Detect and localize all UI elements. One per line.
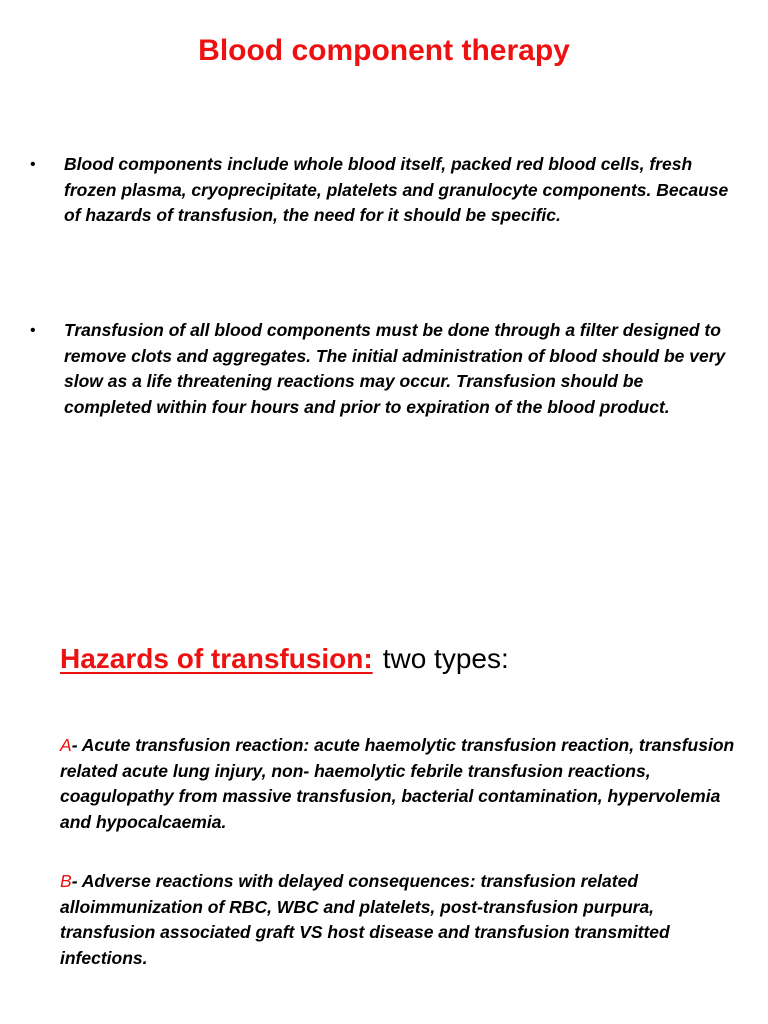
hazard-type-text: - Adverse reactions with delayed consequences: transfusion related alloimmunization of RBC, WBC and platelets, post-transfusion purpura, transfusion associated graft VS host disease and transfusion transmitted infections. xyxy=(60,871,670,968)
hazard-type-b xyxy=(60,869,740,971)
hazards-heading-line xyxy=(60,643,740,675)
bullet-marker: • xyxy=(30,156,36,173)
hazard-type-a xyxy=(60,733,740,835)
bullet-text: Transfusion of all blood components must be done through a filter designed to remove clots and aggregates. The initial administration of blood should be very slow as a life threatening reactions may occur. Transfusion should be completed within four hours and prior to expiration of the blood product. xyxy=(64,320,726,417)
hazards-heading: Hazards of transfusion: xyxy=(60,643,373,674)
bullet-marker: • xyxy=(30,322,36,339)
hazards-subheading: two types: xyxy=(382,643,509,674)
page-title: Blood component therapy xyxy=(198,34,570,67)
hazard-type-text: - Acute transfusion reaction: acute haemolytic transfusion reaction, transfusion related acute lung injury, non- haemolytic febrile transfusion reactions, coagulopathy from massive transfusion, bacterial contamination, hypervolemia and hypocalcaemia. xyxy=(60,735,735,832)
hazard-type-letter: A xyxy=(60,735,72,755)
hazard-type-letter: B xyxy=(60,871,72,891)
bullet-text: Blood components include whole blood itself, packed red blood cells, fresh frozen plasma, cryoprecipitate, platelets and granulocyte components. Because of hazards of transfusion, the need for it should be specific. xyxy=(64,154,729,225)
